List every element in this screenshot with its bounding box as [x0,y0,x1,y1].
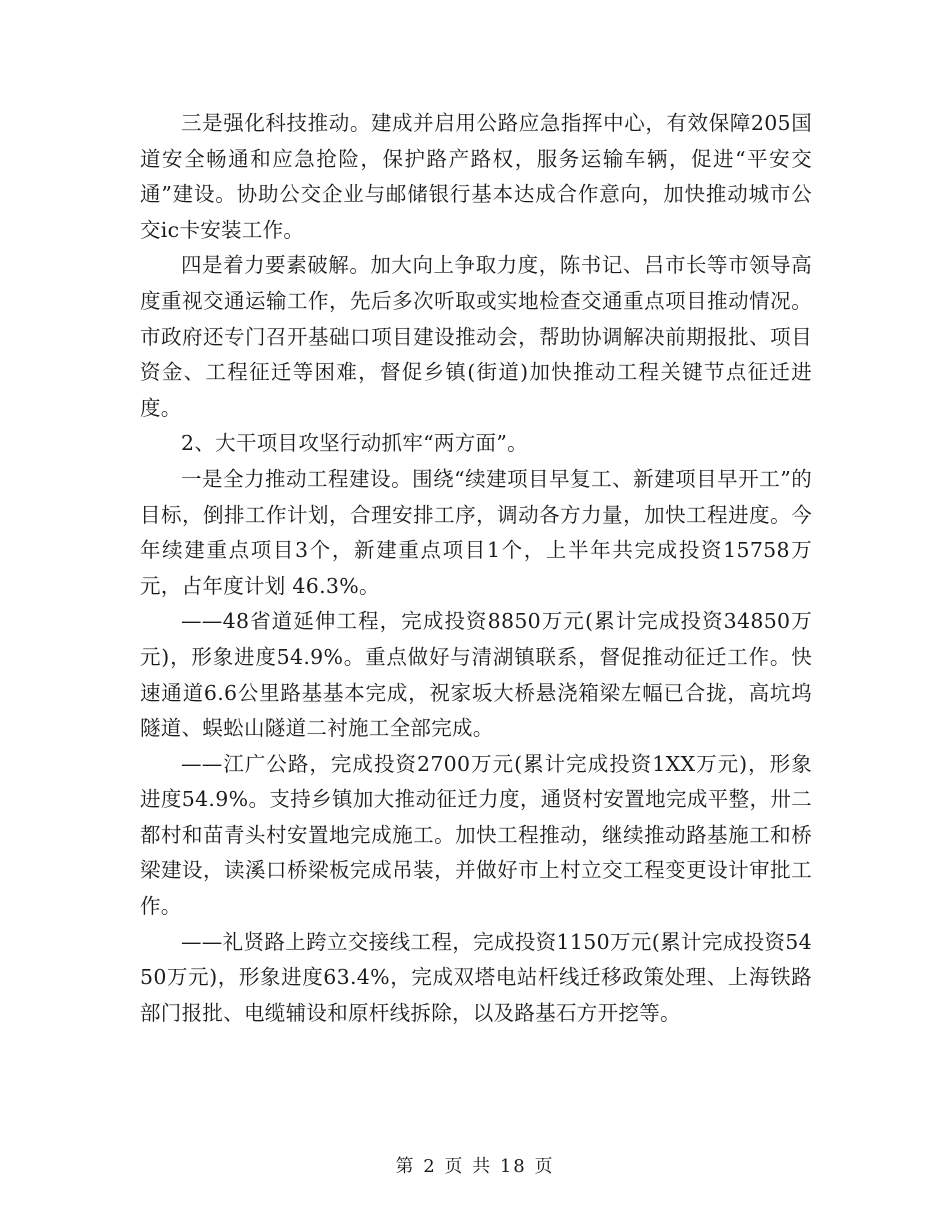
paragraph-section-heading: 2、大干项目攻坚行动抓牢“两方面”。 [181,431,528,456]
paragraph-provincial-road-48: ——48省道延伸工程，完成投资8850万元(累计完成投资34850万元)，形象进度54.9%。重点做好与清湖镇联系，督促推动征迁工作。快速通道6.6公里路基基本完成，祝家坂大桥悬浇箱梁左幅已合拢，高坑坞隧道、蜈蚣山隧道二衬施工全部完成。 [140,609,812,741]
page-footer: 第 2 页 共 18 页 [395,1156,555,1177]
paragraph-engineering-construction: 一是全力推动工程建设。围绕“续建项目早复工、新建项目早开工”的目标，倒排工作计划，合理安排工序，调动各方力量，加快工程进度。今年续建重点项目3个，新建重点项目1个，上半年共完成投资15758万元，占年度计划 46.3%。 [140,466,812,598]
paragraph-lixian-road: ——礼贤路上跨立交接线工程，完成投资1150万元(累计完成投资5450万元)，形象进度63.4%，完成双塔电站杆线迁移政策处理、上海铁路部门报批、电缆辅设和原杆线拆除，以及路基石方开挖等。 [140,929,812,1025]
paragraph-jiangguang-road: ——江广公路，完成投资2700万元(累计完成投资1XX万元)，形象进度54.9%。支持乡镇加大推动征迁力度，通贤村安置地完成平整，卅二都村和苗青头村安置地完成施工。加快工程推动，继续推动路基施工和桥梁建设，读溪口桥梁板完成吊装，并做好市上村立交工程变更设计审批工作。 [140,751,812,919]
paragraph-tech-push: 三是强化科技推动。建成并启用公路应急指挥中心，有效保障205国道安全畅通和应急抢险，保护路产路权，服务运输车辆，促进“平安交通”建设。协助公交企业与邮储银行基本达成合作意向，加快推动城市公交ic卡安装工作。 [140,111,812,242]
paragraph-factor-resolution: 四是着力要素破解。加大向上争取力度，陈书记、吕市长等市领导高度重视交通运输工作，先后多次听取或实地检查交通重点项目推动情况。市政府还专门召开基础口项目建设推动会，帮助协调解决前期报批、项目资金、工程征迁等困难，督促乡镇(街道)加快推动工程关键节点征迁进度。 [140,253,812,420]
document-body [140,106,812,1031]
